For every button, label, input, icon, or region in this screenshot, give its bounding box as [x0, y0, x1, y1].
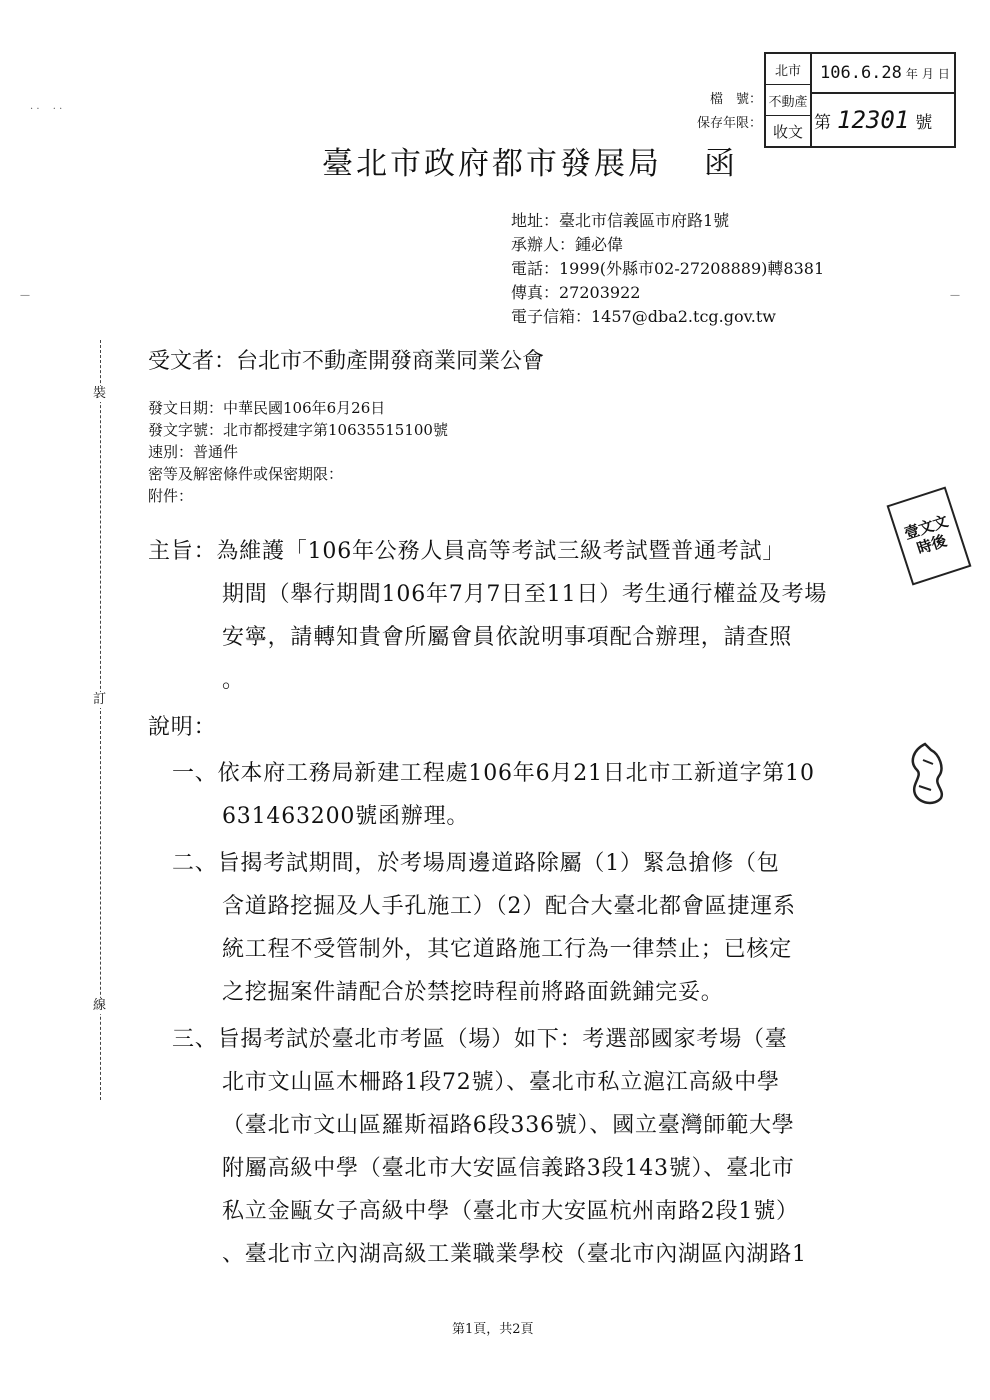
item3-line5: 私立金甌女子高級中學（臺北市大安區杭州南路2段1號）: [222, 1199, 799, 1224]
subject-line-3: 安寧，請轉知貴會所屬會員依說明事項配合辦理，請查照: [222, 625, 793, 650]
stamp-year-char: 年: [905, 66, 918, 81]
item1-line1: 一、依本府工務局新建工程處106年6月21日北市工新道字第10: [172, 761, 815, 786]
scan-specks: · · · ·: [30, 104, 63, 115]
item1-line2: 631463200號函辦理。: [222, 804, 470, 829]
scan-specks: —: [20, 290, 30, 301]
item2-line2: 含道路挖掘及人手孔施工）（2）配合大臺北都會區捷運系: [222, 894, 796, 919]
receipt-stamp: [764, 52, 956, 148]
item3-line2: 北市文山區木柵路1段72號）、臺北市私立滬江高級中學: [222, 1070, 780, 1095]
address-line: 地址：臺北市信義區市府路1號: [511, 211, 730, 230]
stamp-org-line2: 不動產: [766, 85, 810, 116]
item3-line3: （臺北市文山區羅斯福路6段336號）、國立臺灣師範大學: [222, 1113, 795, 1138]
binding-char-xian: 線: [93, 998, 107, 1013]
security-level: 密等及解密條件或保密期限：: [148, 465, 344, 483]
subject-line-4: 。: [222, 668, 245, 693]
explanation-heading: 說明：: [148, 715, 217, 740]
fax-line: 傳真：27203922: [511, 283, 641, 302]
side-seal-char: 後: [929, 531, 949, 554]
stamp-org-line3: 收文: [772, 122, 803, 141]
document-title: [322, 138, 738, 183]
document-type: 函: [704, 146, 738, 182]
phone-line: 電話：1999(外縣市02-27208889)轉8381: [511, 259, 825, 278]
subject-line-2: 期間（舉行期間106年7月7日至11日）考生通行權益及考場: [222, 582, 828, 607]
binding-char-ding: 訂: [93, 692, 107, 707]
item2-line1: 二、旨揭考試期間，於考場周邊道路除屬（1）緊急搶修（包: [172, 851, 780, 876]
item3-line6: 、臺北市立內湖高級工業職業學校（臺北市內湖區內湖路1: [222, 1242, 807, 1267]
item3-line4: 附屬高級中學（臺北市大安區信義路3段143號）、臺北市: [222, 1156, 795, 1181]
agency-name: 臺北市政府都市發展局: [322, 146, 662, 182]
item2-line3: 統工程不受管制外，其它道路施工行為一律禁止；已核定: [222, 937, 793, 962]
stamp-number-row: [812, 94, 954, 146]
document-number: 發文字號：北市都授建字第10635515100號: [148, 421, 448, 439]
handler-line: 承辦人：鍾必偉: [511, 235, 624, 254]
file-number-label: 檔 號：: [709, 92, 762, 107]
email-line: 電子信箱：1457@dba2.tcg.gov.tw: [511, 307, 776, 326]
stamp-month-char: 月: [921, 66, 934, 81]
item2-line4: 之挖掘案件請配合於禁挖時程前將路面銑鋪完妥。: [222, 980, 724, 1005]
side-seal-char: 壹: [902, 521, 922, 543]
issue-date: 發文日期：中華民國106年6月26日: [148, 399, 386, 417]
stamp-number-suffix: 號: [915, 112, 933, 133]
attachment: 附件：: [148, 487, 194, 505]
recipient: 受文者：台北市不動產開發商業同業公會: [148, 349, 545, 374]
stamp-org-line1: 北市: [766, 54, 810, 85]
stamp-number-prefix: 第: [814, 112, 831, 133]
page-footer: 第1頁，共2頁: [452, 1322, 534, 1337]
stamp-date-value: 106.6.28: [820, 63, 902, 83]
archive-fields: [650, 88, 762, 136]
retention-period-label: 保存年限：: [696, 116, 762, 131]
subject-line-1: 主旨：為維護「106年公務人員高等考試三級考試暨普通考試」: [148, 539, 786, 564]
scan-specks: —: [950, 290, 960, 301]
stamp-org-column: [766, 54, 812, 146]
binding-char-zhuang: 裝: [93, 386, 107, 401]
side-seal-stamp: [887, 486, 972, 585]
side-seal-char: 文: [930, 511, 951, 534]
item3-line1: 三、旨揭考試於臺北市考區（場）如下：考選部國家考場（臺: [172, 1027, 788, 1052]
speed-class: 速別：普通件: [148, 443, 239, 461]
meta-block: [148, 397, 448, 507]
stamp-date-row: [812, 54, 954, 94]
contact-block: [511, 208, 824, 328]
binding-line: [100, 340, 101, 1100]
handwritten-mark: [905, 740, 949, 810]
stamp-details: [812, 54, 954, 146]
side-seal-char: 文: [916, 516, 937, 539]
stamp-number-value: 12301: [837, 106, 910, 134]
stamp-day-char: 日: [937, 66, 950, 81]
side-seal-char: 時: [914, 536, 935, 558]
